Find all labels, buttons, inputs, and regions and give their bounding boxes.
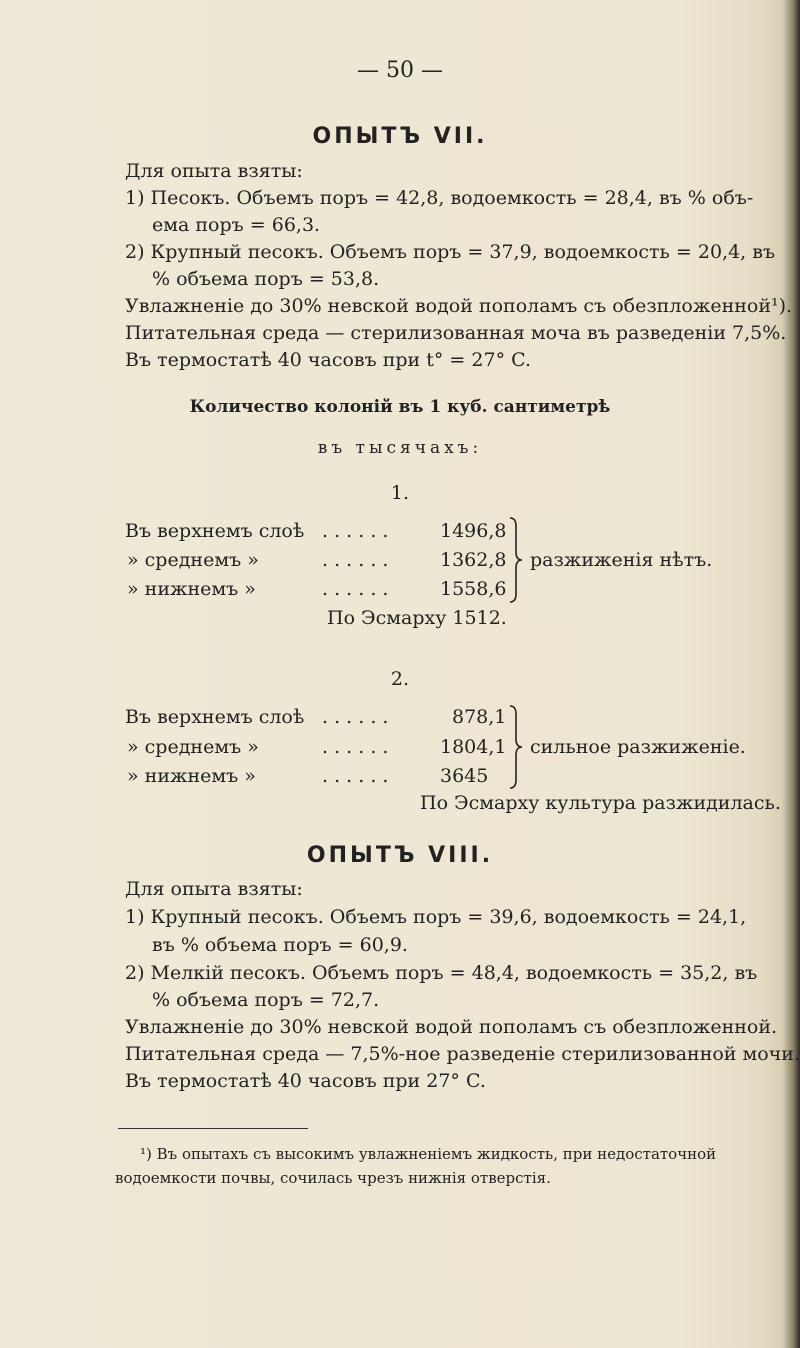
table1-note: разжиженія нѣтъ. (530, 549, 713, 571)
table1-brace (508, 516, 524, 604)
exp8-line: 2) Мелкій песокъ. Объемъ поръ = 48,4, водоемкость = 35,2, въ (125, 962, 758, 984)
exp7-line: % объема поръ = 53,8. (152, 268, 380, 290)
footnote-line: ¹) Въ опытахъ съ высокимъ увлажненіемъ жидкость, при недостаточной (140, 1145, 717, 1163)
exp7-line: Въ термостатѣ 40 часовъ при t° = 27° C. (125, 349, 532, 371)
exp8-line: % объема поръ = 72,7. (152, 989, 380, 1011)
exp7-line: 2) Крупный песокъ. Объемъ поръ = 37,9, водоемкость = 20,4, въ (125, 241, 776, 263)
exp7-line: Для опыта взяты: (125, 160, 303, 182)
exp7-line: Увлажненіе до 30% невской водой пополамъ съ обезпложенной¹). (125, 295, 793, 317)
table2-row-dots: . . . . . . (322, 736, 389, 758)
table2-row-dots: . . . . . . (322, 765, 389, 787)
exp8-title: ОПЫТЪ VIII. (306, 843, 494, 868)
table1-row-dots: . . . . . . (322, 578, 389, 600)
table1-row-value: 1558,6 (440, 578, 507, 600)
table2-row-value: 1804,1 (440, 736, 507, 758)
table2-number: 2. (390, 668, 410, 690)
table1-row-value: 1496,8 (440, 520, 507, 542)
table2-note: сильное разжиженіе. (530, 736, 746, 758)
table1-row-label: » среднемъ » (127, 549, 259, 571)
exp7-line: 1) Песокъ. Объемъ поръ = 42,8, водоемкость = 28,4, въ % объ- (125, 187, 754, 209)
table1-summary: По Эсмарху 1512. (327, 607, 507, 629)
exp8-line: Увлажненіе до 30% невской водой пополамъ съ обезпложенной. (125, 1016, 778, 1038)
footnote-line: водоемкости почвы, сочилась чрезъ нижнія отверстія. (115, 1169, 551, 1187)
table-header: Количество колоній въ 1 куб. сантиметрѣ (189, 397, 611, 417)
table2-row-label: Въ верхнемъ слоѣ (125, 706, 305, 728)
table2-row-label: » нижнемъ » (127, 765, 256, 787)
table2-summary: По Эсмарху культура разжидилась. (420, 792, 781, 814)
table2-row-label: » среднемъ » (127, 736, 259, 758)
table-subheader: въ тысячахъ: (317, 438, 483, 458)
footnote-rule (118, 1128, 308, 1129)
page-number: — 50 — (357, 58, 443, 83)
table1-row-value: 1362,8 (440, 549, 507, 571)
table1-row-dots: . . . . . . (322, 520, 389, 542)
table2-row-value: 878,1 (452, 706, 507, 728)
table2-row-dots: . . . . . . (322, 706, 389, 728)
table1-row-dots: . . . . . . (322, 549, 389, 571)
exp8-line: Питательная среда — 7,5%-ное разведеніе стерилизованной мочи. (125, 1043, 800, 1065)
exp7-title: ОПЫТЪ VII. (312, 124, 488, 149)
exp7-line: ема поръ = 66,3. (152, 214, 321, 236)
table1-number: 1. (390, 482, 410, 504)
exp8-line: 1) Крупный песокъ. Объемъ поръ = 39,6, водоемкость = 24,1, (125, 906, 747, 928)
table2-row-value: 3645 (440, 765, 489, 787)
exp8-line: Для опыта взяты: (125, 878, 303, 900)
exp7-line: Питательная среда — стерилизованная моча въ разведеніи 7,5%. (125, 322, 787, 344)
table2-brace (508, 704, 524, 790)
exp8-line: Въ термостатѣ 40 часовъ при 27° C. (125, 1070, 486, 1092)
table1-row-label: Въ верхнемъ слоѣ (125, 520, 305, 542)
exp8-line: въ % объема поръ = 60,9. (152, 934, 408, 956)
table1-row-label: » нижнемъ » (127, 578, 256, 600)
